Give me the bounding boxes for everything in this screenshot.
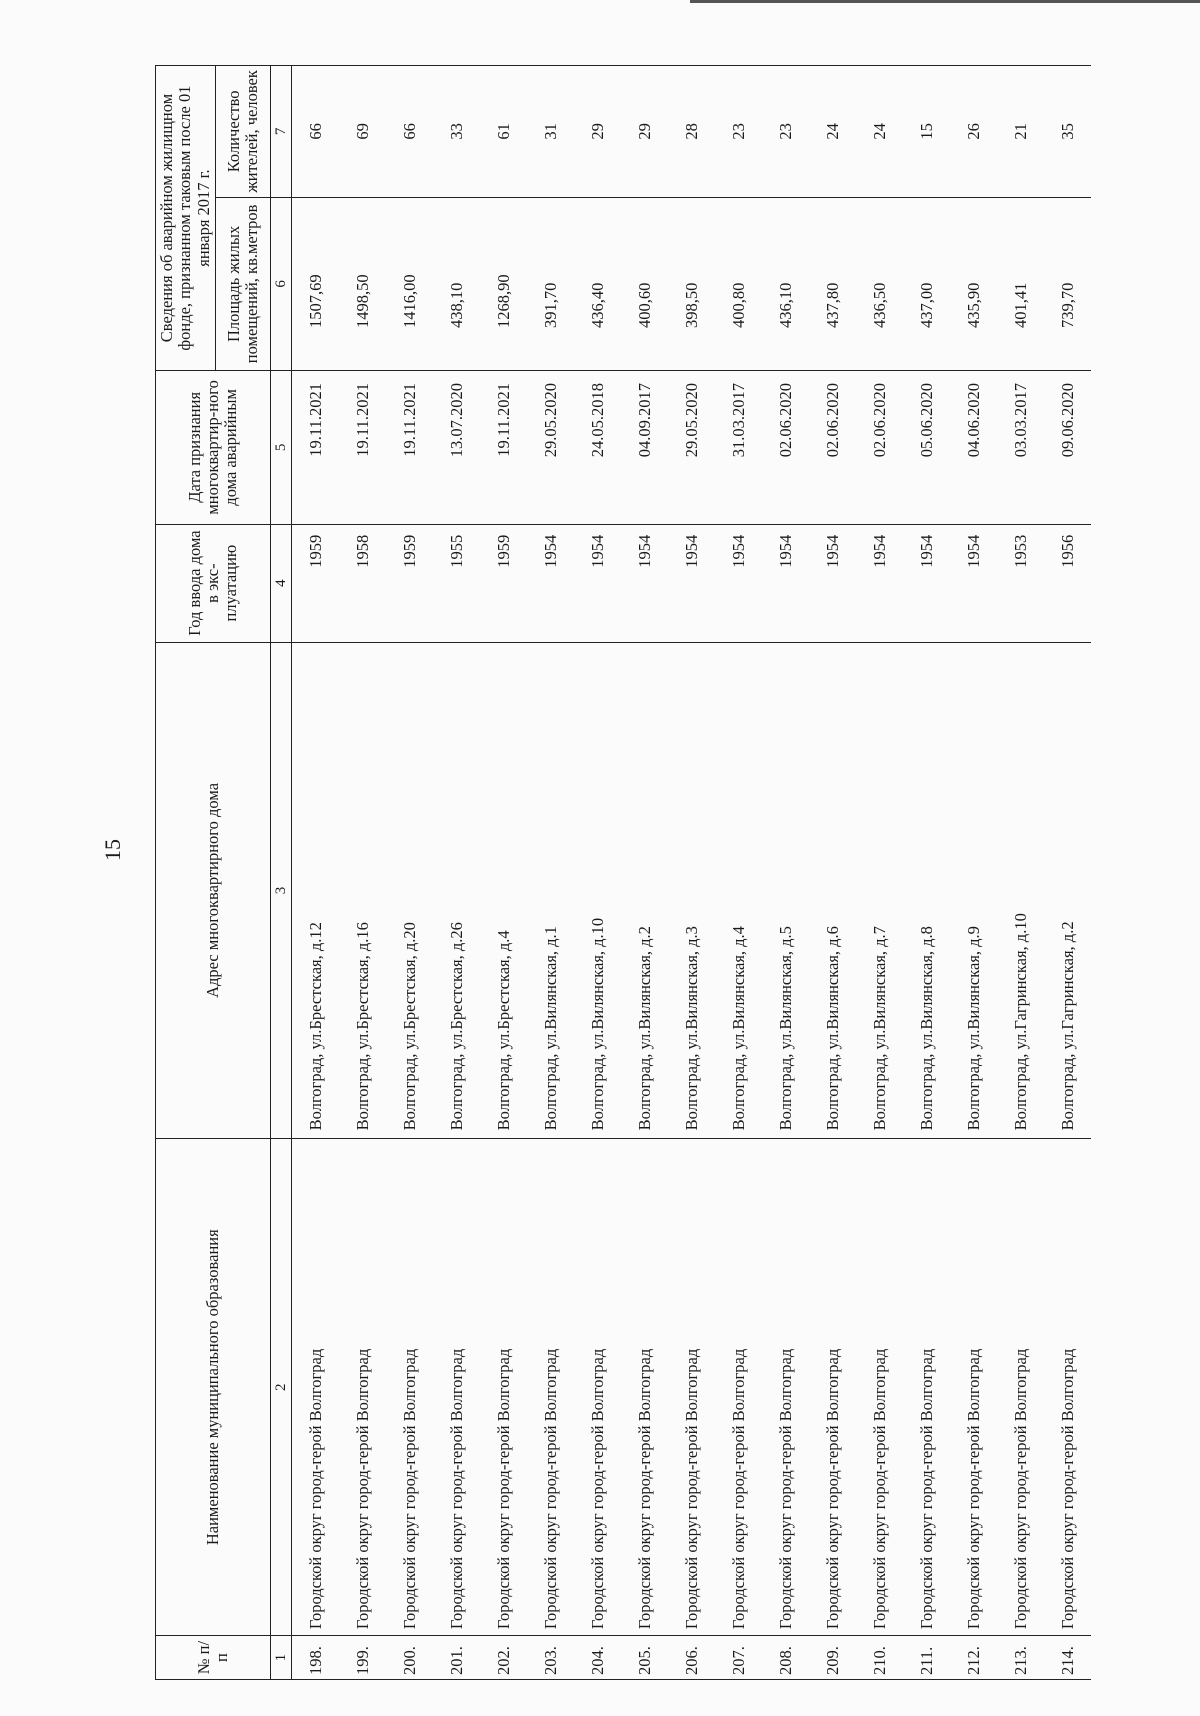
living-area: 1507,69 <box>292 197 340 370</box>
table-row <box>480 66 527 1680</box>
table-row <box>574 66 621 1680</box>
table-row <box>386 66 433 1680</box>
column-number: 1 <box>271 1636 292 1680</box>
commission-year: 1954 <box>527 524 574 642</box>
residents-count: 29 <box>574 66 621 198</box>
living-area: 739,70 <box>1044 197 1091 370</box>
table-row <box>1044 66 1091 1680</box>
municipality-name: Городской округ город-герой Волгоград <box>527 1139 574 1636</box>
residents-count: 24 <box>809 66 856 198</box>
municipality-name: Городской округ город-герой Волгоград <box>997 1139 1044 1636</box>
living-area: 437,80 <box>809 197 856 370</box>
table-row <box>950 66 997 1680</box>
residents-count: 26 <box>950 66 997 198</box>
emergency-date: 19.11.2021 <box>339 371 386 525</box>
row-number: 207. <box>715 1636 762 1680</box>
scan-edge-line <box>690 0 1200 3</box>
commission-year: 1954 <box>621 524 668 642</box>
row-number: 209. <box>809 1636 856 1680</box>
column-number: 2 <box>271 1139 292 1636</box>
table-row <box>997 66 1044 1680</box>
house-address: Волгоград, ул.Вилянская, д.7 <box>856 642 903 1139</box>
header-num: № п/п <box>156 1636 271 1680</box>
municipality-name: Городской округ город-герой Волгоград <box>856 1139 903 1636</box>
residents-count: 15 <box>903 66 950 198</box>
row-number: 199. <box>339 1636 386 1680</box>
living-area: 438,10 <box>433 197 480 370</box>
municipality-name: Городской округ город-герой Волгоград <box>621 1139 668 1636</box>
column-number: 4 <box>271 524 292 642</box>
table-row <box>715 66 762 1680</box>
house-address: Волгоград, ул.Брестская, д.26 <box>433 642 480 1139</box>
municipality-name: Городской округ город-герой Волгоград <box>339 1139 386 1636</box>
table-row <box>762 66 809 1680</box>
house-address: Волгоград, ул.Брестская, д.4 <box>480 642 527 1139</box>
municipality-name: Городской округ город-герой Волгоград <box>809 1139 856 1636</box>
row-number: 212. <box>950 1636 997 1680</box>
row-number: 206. <box>668 1636 715 1680</box>
residents-count: 23 <box>715 66 762 198</box>
table-row <box>339 66 386 1680</box>
table-body <box>292 66 1092 1680</box>
emergency-date: 31.03.2017 <box>715 371 762 525</box>
emergency-housing-table <box>155 65 1091 1680</box>
commission-year: 1955 <box>433 524 480 642</box>
commission-year: 1954 <box>809 524 856 642</box>
residents-count: 21 <box>997 66 1044 198</box>
municipality-name: Городской округ город-герой Волгоград <box>1044 1139 1091 1636</box>
residents-count: 23 <box>762 66 809 198</box>
residents-count: 66 <box>386 66 433 198</box>
table-row <box>621 66 668 1680</box>
house-address: Волгоград, ул.Вилянская, д.4 <box>715 642 762 1139</box>
house-address: Волгоград, ул.Брестская, д.20 <box>386 642 433 1139</box>
house-address: Волгоград, ул.Вилянская, д.6 <box>809 642 856 1139</box>
commission-year: 1953 <box>997 524 1044 642</box>
residents-count: 28 <box>668 66 715 198</box>
commission-year: 1959 <box>480 524 527 642</box>
row-number: 208. <box>762 1636 809 1680</box>
row-number: 202. <box>480 1636 527 1680</box>
table-row <box>527 66 574 1680</box>
municipality-name: Городской округ город-герой Волгоград <box>433 1139 480 1636</box>
emergency-date: 13.07.2020 <box>433 371 480 525</box>
residents-count: 69 <box>339 66 386 198</box>
header-municipality: Наименование муниципального образования <box>156 1139 271 1636</box>
emergency-date: 19.11.2021 <box>386 371 433 525</box>
house-address: Волгоград, ул.Вилянская, д.1 <box>527 642 574 1139</box>
column-number: 3 <box>271 642 292 1139</box>
emergency-date: 19.11.2021 <box>480 371 527 525</box>
house-address: Волгоград, ул.Вилянская, д.5 <box>762 642 809 1139</box>
living-area: 436,10 <box>762 197 809 370</box>
living-area: 1498,50 <box>339 197 386 370</box>
commission-year: 1959 <box>386 524 433 642</box>
header-area: Площадь жилых помещений, кв.метров <box>216 197 271 370</box>
emergency-date: 24.05.2018 <box>574 371 621 525</box>
row-number: 204. <box>574 1636 621 1680</box>
emergency-date: 29.05.2020 <box>668 371 715 525</box>
table-row <box>903 66 950 1680</box>
house-address: Волгоград, ул.Вилянская, д.8 <box>903 642 950 1139</box>
column-number: 7 <box>271 66 292 198</box>
emergency-date: 04.06.2020 <box>950 371 997 525</box>
house-address: Волгоград, ул.Брестская, д.12 <box>292 642 340 1139</box>
row-number: 211. <box>903 1636 950 1680</box>
emergency-date: 04.09.2017 <box>621 371 668 525</box>
emergency-date: 09.06.2020 <box>1044 371 1091 525</box>
table-row <box>433 66 480 1680</box>
living-area: 391,70 <box>527 197 574 370</box>
living-area: 400,60 <box>621 197 668 370</box>
house-address: Волгоград, ул.Гагринская, д.10 <box>997 642 1044 1139</box>
row-number: 198. <box>292 1636 340 1680</box>
commission-year: 1954 <box>574 524 621 642</box>
emergency-date: 29.05.2020 <box>527 371 574 525</box>
house-address: Волгоград, ул.Вилянская, д.10 <box>574 642 621 1139</box>
municipality-name: Городской округ город-герой Волгоград <box>762 1139 809 1636</box>
commission-year: 1954 <box>762 524 809 642</box>
row-number: 203. <box>527 1636 574 1680</box>
residents-count: 29 <box>621 66 668 198</box>
header-emergency-group: Сведения об аварийном жилищном фонде, признанном таковым после 01 января 2017 г. <box>156 66 216 371</box>
emergency-date: 19.11.2021 <box>292 371 340 525</box>
municipality-name: Городской округ город-герой Волгоград <box>292 1139 340 1636</box>
commission-year: 1954 <box>668 524 715 642</box>
page-number: 15 <box>100 839 125 861</box>
municipality-name: Городской округ город-герой Волгоград <box>668 1139 715 1636</box>
living-area: 401,41 <box>997 197 1044 370</box>
living-area: 437,00 <box>903 197 950 370</box>
municipality-name: Городской округ город-герой Волгоград <box>386 1139 433 1636</box>
municipality-name: Городской округ город-герой Волгоград <box>903 1139 950 1636</box>
row-number: 200. <box>386 1636 433 1680</box>
emergency-date: 03.03.2017 <box>997 371 1044 525</box>
row-number: 214. <box>1044 1636 1091 1680</box>
commission-year: 1954 <box>856 524 903 642</box>
row-number: 213. <box>997 1636 1044 1680</box>
header-residents: Количество жителей, человек <box>216 66 271 198</box>
row-number: 210. <box>856 1636 903 1680</box>
residents-count: 35 <box>1044 66 1091 198</box>
commission-year: 1956 <box>1044 524 1091 642</box>
commission-year: 1954 <box>950 524 997 642</box>
residents-count: 61 <box>480 66 527 198</box>
living-area: 398,50 <box>668 197 715 370</box>
commission-year: 1958 <box>339 524 386 642</box>
emergency-date: 02.06.2020 <box>762 371 809 525</box>
header-year: Год ввода дома в экс-плуатацию <box>156 524 271 642</box>
table-row <box>856 66 903 1680</box>
header-address: Адрес многоквартирного дома <box>156 642 271 1139</box>
table-row <box>292 66 340 1680</box>
commission-year: 1954 <box>715 524 762 642</box>
commission-year: 1959 <box>292 524 340 642</box>
emergency-date: 02.06.2020 <box>809 371 856 525</box>
house-address: Волгоград, ул.Гагринская, д.2 <box>1044 642 1091 1139</box>
house-address: Волгоград, ул.Вилянская, д.9 <box>950 642 997 1139</box>
row-number: 205. <box>621 1636 668 1680</box>
residents-count: 66 <box>292 66 340 198</box>
living-area: 436,50 <box>856 197 903 370</box>
residents-count: 31 <box>527 66 574 198</box>
municipality-name: Городской округ город-герой Волгоград <box>950 1139 997 1636</box>
municipality-name: Городской округ город-герой Волгоград <box>480 1139 527 1636</box>
residents-count: 33 <box>433 66 480 198</box>
living-area: 1268,90 <box>480 197 527 370</box>
house-address: Волгоград, ул.Вилянская, д.2 <box>621 642 668 1139</box>
header-date: Дата признания многоквартир-ного дома аварийным <box>156 371 271 525</box>
emergency-date: 05.06.2020 <box>903 371 950 525</box>
house-address: Волгоград, ул.Брестская, д.16 <box>339 642 386 1139</box>
row-number: 201. <box>433 1636 480 1680</box>
municipality-name: Городской округ город-герой Волгоград <box>715 1139 762 1636</box>
living-area: 435,90 <box>950 197 997 370</box>
living-area: 400,80 <box>715 197 762 370</box>
municipality-name: Городской округ город-герой Волгоград <box>574 1139 621 1636</box>
living-area: 1416,00 <box>386 197 433 370</box>
rotated-document-page <box>100 65 1077 1680</box>
table-row <box>809 66 856 1680</box>
column-number: 5 <box>271 371 292 525</box>
house-address: Волгоград, ул.Вилянская, д.3 <box>668 642 715 1139</box>
commission-year: 1954 <box>903 524 950 642</box>
table-row <box>668 66 715 1680</box>
column-number: 6 <box>271 197 292 370</box>
living-area: 436,40 <box>574 197 621 370</box>
residents-count: 24 <box>856 66 903 198</box>
emergency-date: 02.06.2020 <box>856 371 903 525</box>
